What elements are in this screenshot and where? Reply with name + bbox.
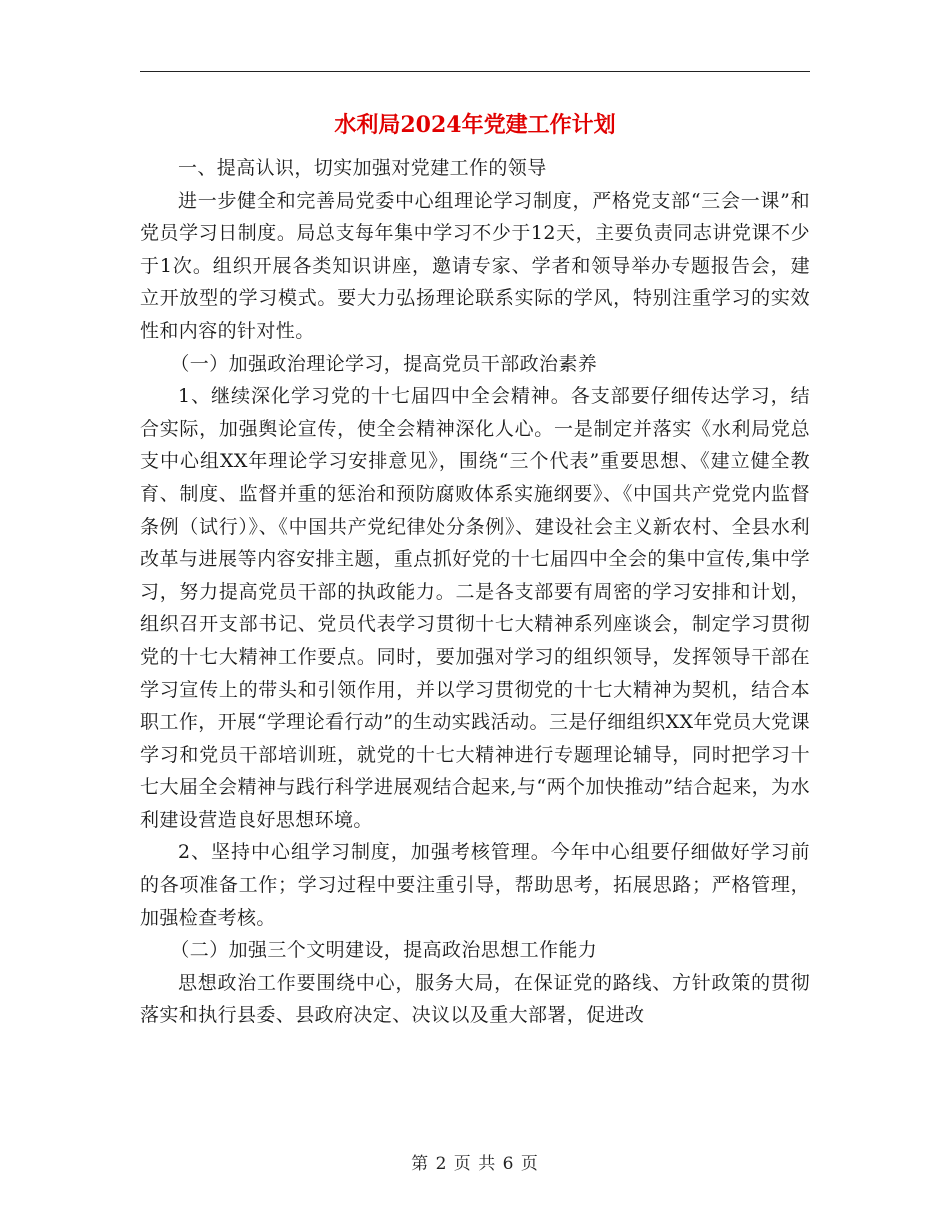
subsection-heading-2: （二）加强三个文明建设，提高政治思想工作能力: [170, 939, 598, 962]
section-heading-1: 一、提高认识，切实加强对党建工作的领导: [178, 157, 547, 179]
page-number-footer: 第 2 页 共 6 页: [411, 1154, 539, 1174]
body-paragraph: 2、坚持中心组学习制度，加强考核管理。今年中心组要仔细做好学习前的各项准备工作；学习过程中要注重引导，帮助思考，拓展思路；严格管理，加强检查考核。: [140, 841, 810, 929]
body-paragraph: 1、继续深化学习党的十七届四中全会精神。各支部要仔细传达学习，结合实际，加强舆论宣传，使全会精神深化人心。一是制定并落实《水利局党总支中心组XX年理论学习安排意见》，围绕“三个代表”重要思想、《建立健全教育、制度、监督并重的惩治和预防腐败体系实施纲要》、《中国共产党党内监督条例（试行）》、《中国共产党纪律处分条例》、建设社会主义新农村、全县水利改革与进展等内容安排主题，重点抓好党的十七届四中全会的集中宣传,集中学习，努力提高党员干部的执政能力。二是各支部要有周密的学习安排和计划，组织召开支部书记、党员代表学习贯彻十七大精神系列座谈会，制定学习贯彻党的十七大精神工作要点。同时，要加强对学习的组织领导，发挥领导干部在学习宣传上的带头和引领作用，并以学习贯彻党的十七大精神为契机，结合本职工作，开展“学理论看行动”的生动实践活动。三是仔细组织XX年党员大党课学习和党员干部培训班，就党的十七大精神进行专题理论辅导，同时把学习十七大届全会精神与践行科学进展观结合起来,与“两个加快推动”结合起来，为水利建设营造良好思想环境。: [140, 385, 810, 831]
header-rule: [140, 71, 810, 72]
document-body: [140, 152, 810, 1032]
document-title: 水利局2024年党建工作计划: [334, 112, 616, 138]
subsection-heading-1: （一）加强政治理论学习，提高党员干部政治素养: [170, 352, 598, 375]
body-paragraph: 进一步健全和完善局党委中心组理论学习制度，严格党支部“三会一课”和党员学习日制度。局总支每年集中学习不少于12天，主要负责同志讲党课不少于1次。组织开展各类知识讲座，邀请专家、学者和领导举办专题报告会，建立开放型的学习模式。要大力弘扬理论联系实际的学风，特别注重学习的实效性和内容的针对性。: [140, 189, 810, 342]
body-paragraph: 思想政治工作要围绕中心，服务大局，在保证党的路线、方针政策的贯彻落实和执行县委、县政府决定、决议以及重大部署，促进改: [140, 971, 810, 1027]
